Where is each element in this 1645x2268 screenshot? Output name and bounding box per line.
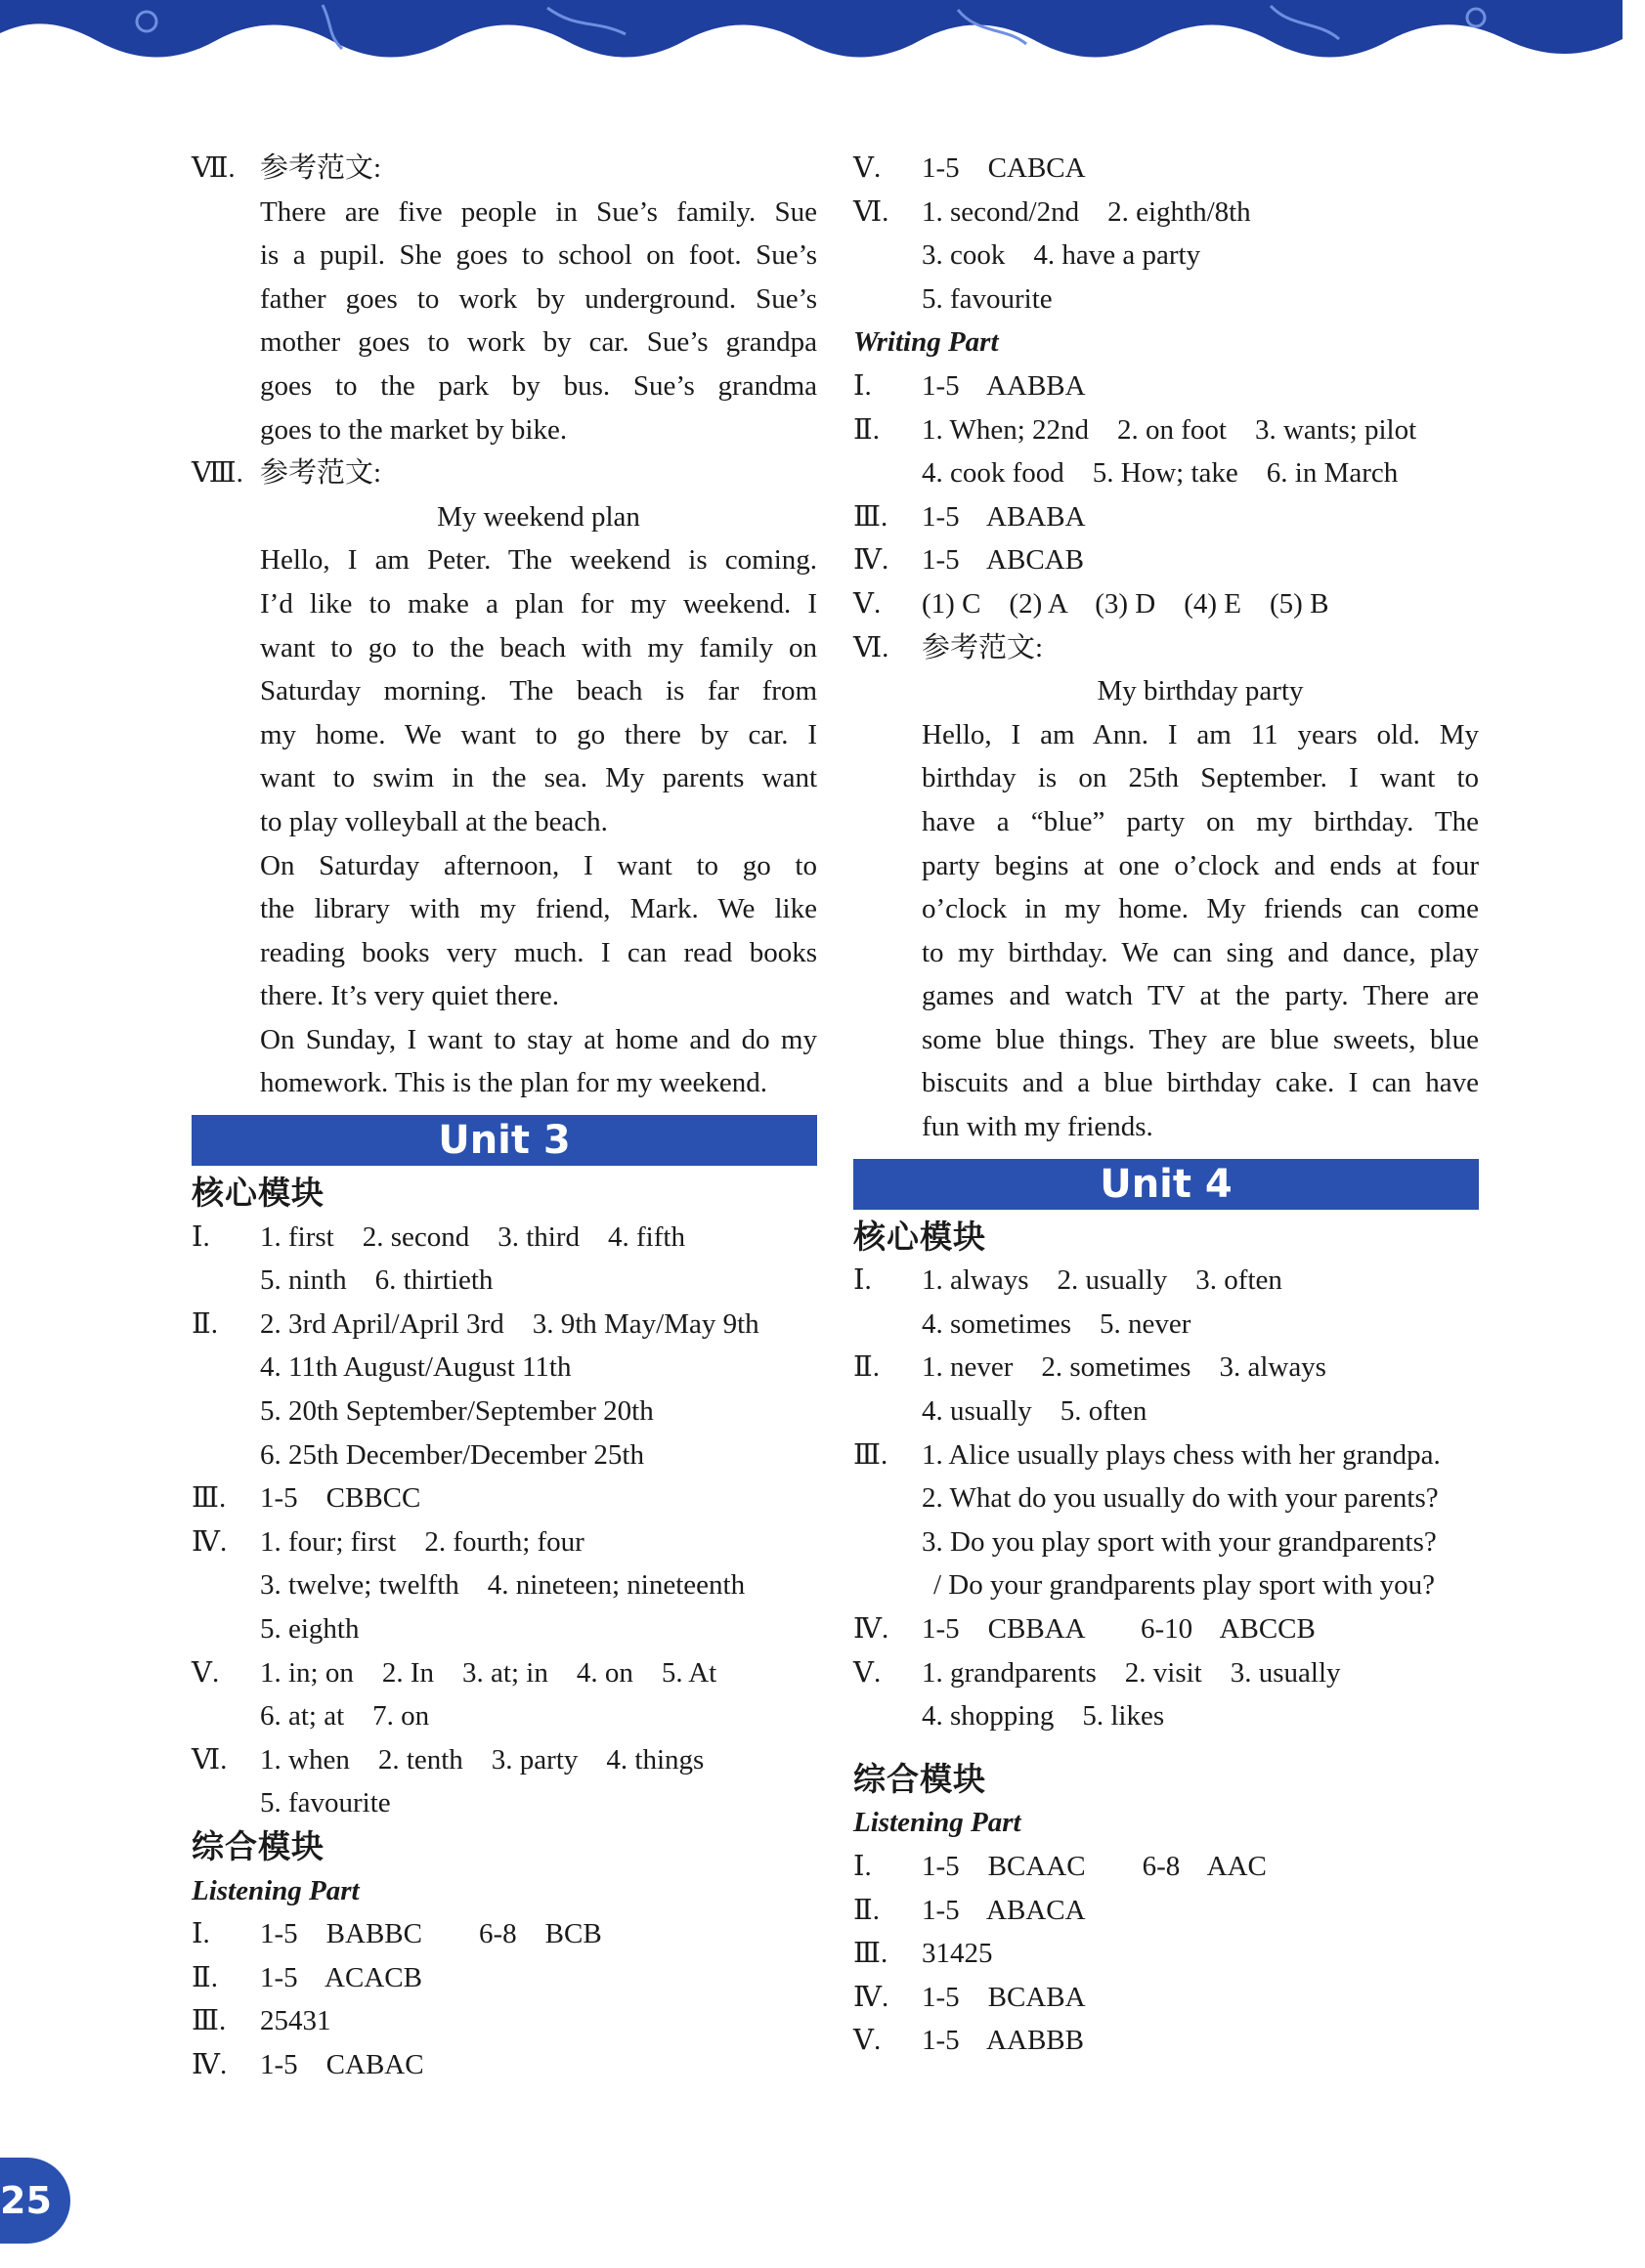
essay-line-text: Hello, I am Peter. The weekend is coming.	[260, 544, 817, 577]
answer-item	[192, 1216, 817, 1260]
answer-text: 1-5 CABCA	[922, 152, 1086, 184]
continuation-text: / Do your grandparents play sport with you?	[933, 1569, 1436, 1602]
continuation-line	[853, 451, 1479, 495]
answer-text: 1-5 AABBB	[922, 2025, 1084, 2057]
roman-numeral: Ⅲ.	[853, 500, 888, 533]
section-heading-text: 核心模块	[192, 1174, 325, 1213]
answer-text: 1-5 ABACA	[922, 1894, 1086, 1926]
roman-numeral: Ⅲ.	[192, 2005, 227, 2037]
continuation-line	[192, 1607, 817, 1651]
essay-line-text: father goes to work by underground. Sue’s	[260, 282, 817, 315]
part-heading-text: Listening Part	[853, 1807, 1021, 1839]
answer-text: 31425	[922, 1938, 993, 1970]
essay-line	[192, 364, 817, 408]
essay-line	[192, 582, 817, 626]
answer-text: 1. second/2nd 2. eighth/8th	[922, 195, 1251, 228]
answer-text: 1-5 ACACB	[260, 1961, 422, 1993]
essay-line	[853, 887, 1479, 931]
continuation-line	[853, 1694, 1479, 1738]
answer-text: 参考范文:	[922, 631, 1044, 663]
part-heading	[853, 1801, 1479, 1845]
answer-item	[192, 1912, 817, 1956]
answer-text: 1. always 2. usually 3. often	[922, 1264, 1282, 1297]
answer-item	[853, 191, 1479, 235]
roman-numeral: Ⅲ.	[853, 1938, 888, 1970]
roman-numeral: Ⅴ.	[192, 1656, 220, 1689]
part-heading	[192, 1869, 817, 1913]
unit-banner: Unit 4	[853, 1159, 1479, 1210]
essay-line-text: the library with my friend, Mark. We like	[260, 893, 817, 925]
essay-line	[192, 887, 817, 931]
answer-item	[853, 1932, 1479, 1976]
section-heading	[853, 1758, 1479, 1802]
left-column	[192, 147, 817, 2087]
essay-line	[853, 713, 1479, 757]
top-wave-banner	[0, 0, 1645, 78]
roman-numeral: Ⅲ.	[192, 1482, 227, 1515]
answer-item	[853, 1976, 1479, 2020]
roman-numeral: Ⅴ.	[853, 1656, 882, 1689]
answer-text: 参考范文:	[260, 457, 382, 490]
answer-item	[853, 626, 1479, 670]
essay-line-text: is a pupil. She goes to school on foot. Sue’s	[260, 239, 817, 272]
roman-numeral: Ⅰ.	[853, 369, 872, 402]
essay-line-text: games and watch TV at the party. There are	[922, 980, 1479, 1012]
answer-item	[192, 1476, 817, 1520]
answer-item	[853, 1607, 1479, 1651]
answer-item	[853, 1651, 1479, 1695]
continuation-text: fun with my friends.	[922, 1111, 1153, 1143]
continuation-text: 4. cook food 5. How; take 6. in March	[922, 457, 1399, 490]
continuation-line	[853, 1476, 1479, 1520]
roman-numeral: Ⅵ.	[853, 631, 889, 663]
continuation-text: 3. Do you play sport with your grandparents?	[922, 1525, 1437, 1558]
page-number: 25	[0, 2179, 52, 2222]
continuation-text: to play volleyball at the beach.	[260, 805, 608, 837]
roman-numeral: Ⅵ.	[853, 195, 889, 228]
roman-numeral: Ⅳ.	[853, 544, 889, 577]
part-heading	[853, 321, 1479, 364]
answer-item	[853, 147, 1479, 191]
answer-text: 1. Alice usually plays chess with her grandpa.	[922, 1438, 1441, 1471]
answer-item	[192, 1651, 817, 1695]
answer-item	[853, 1346, 1479, 1390]
answer-item	[853, 1889, 1479, 1933]
roman-numeral: Ⅰ.	[853, 1264, 872, 1297]
answer-item	[853, 1845, 1479, 1889]
continuation-text: 4. 11th August/August 11th	[260, 1351, 572, 1384]
essay-line	[192, 626, 817, 670]
answer-text: 1-5 CABAC	[260, 2048, 424, 2080]
essay-line	[853, 974, 1479, 1018]
essay-line	[853, 800, 1479, 844]
section-heading	[853, 1216, 1479, 1260]
answer-text: 2. 3rd April/April 3rd 3. 9th May/May 9th	[260, 1307, 759, 1340]
continuation-text: 5. ninth 6. thirtieth	[260, 1264, 494, 1297]
essay-line-text: some blue things. They are blue sweets, blue	[922, 1023, 1479, 1055]
essay-line	[853, 1061, 1479, 1105]
continuation-text: 6. at; at 7. on	[260, 1700, 430, 1733]
roman-numeral: Ⅰ.	[192, 1918, 210, 1950]
continuation-line	[192, 1346, 817, 1390]
continuation-line	[853, 1390, 1479, 1434]
continuation-line	[192, 1434, 817, 1477]
continuation-text: 6. 25th December/December 25th	[260, 1438, 644, 1471]
answer-item	[853, 1259, 1479, 1303]
roman-numeral: Ⅵ.	[192, 1743, 228, 1776]
continuation-line	[853, 1303, 1479, 1347]
answer-text: (1) C (2) A (3) D (4) E (5) B	[922, 587, 1329, 620]
essay-line-text: birthday is on 25th September. I want to	[922, 762, 1479, 794]
continuation-line	[853, 1520, 1479, 1564]
part-heading-text: Writing Part	[853, 326, 999, 359]
continuation-line	[853, 278, 1479, 321]
essay-line-text: reading books very much. I can read books	[260, 936, 817, 968]
continuation-text: goes to the market by bike.	[260, 413, 568, 446]
continuation-line	[853, 1105, 1479, 1149]
essay-line-text: Hello, I am Ann. I am 11 years old. My	[922, 718, 1479, 750]
continuation-text: 4. sometimes 5. never	[922, 1307, 1191, 1340]
answer-item	[853, 364, 1479, 408]
essay-line-text: On Sunday, I want to stay at home and do my	[260, 1023, 817, 1055]
section-heading-text: 核心模块	[853, 1217, 986, 1256]
section-heading-text: 综合模块	[853, 1759, 986, 1798]
answer-text: 1-5 BCABA	[922, 1981, 1086, 2013]
essay-line-text: have a “blue” party on my birthday. The	[922, 805, 1479, 837]
answer-item	[192, 2043, 817, 2087]
essay-line-text: There are five people in Sue’s family. Sue	[260, 195, 817, 228]
answer-text: 1. four; first 2. fourth; four	[260, 1525, 584, 1558]
continuation-text: 2. What do you usually do with your parents?	[922, 1482, 1439, 1515]
continuation-text: 5. eighth	[260, 1613, 360, 1645]
continuation-line	[192, 1694, 817, 1738]
continuation-line	[192, 974, 817, 1018]
essay-line	[192, 756, 817, 800]
answer-text: 1-5 BCAAC 6-8 AAC	[922, 1850, 1267, 1882]
continuation-text: 3. twelve; twelfth 4. nineteen; nineteenth	[260, 1569, 746, 1602]
roman-numeral: Ⅲ.	[853, 1438, 888, 1471]
roman-numeral: Ⅳ.	[192, 1525, 228, 1558]
answer-text: 1-5 ABABA	[922, 500, 1086, 533]
answer-text: 1-5 ABCAB	[922, 544, 1084, 577]
answer-item	[192, 147, 817, 191]
answer-item	[853, 1434, 1479, 1477]
answer-text: 1. when 2. tenth 3. party 4. things	[260, 1743, 705, 1776]
section-heading	[192, 1172, 817, 1216]
continuation-line	[192, 1563, 817, 1607]
continuation-text: there. It’s very quiet there.	[260, 980, 559, 1012]
essay-line-text: I’d like to make a plan for my weekend. I	[260, 587, 817, 620]
answer-item	[192, 451, 817, 495]
answer-text: 1-5 BABBC 6-8 BCB	[260, 1918, 602, 1950]
essay-line-text: want to go to the beach with my family on	[260, 631, 817, 663]
essay-title	[192, 495, 817, 539]
continuation-text: 5. 20th September/September 20th	[260, 1395, 654, 1428]
roman-numeral: Ⅳ.	[853, 1981, 889, 2013]
answer-item	[192, 1738, 817, 1782]
answer-item	[853, 582, 1479, 626]
unit-banner: Unit 3	[192, 1115, 817, 1166]
essay-line	[192, 278, 817, 321]
continuation-line	[853, 1563, 1479, 1607]
answer-text: 1. grandparents 2. visit 3. usually	[922, 1656, 1341, 1689]
answer-text: 1. never 2. sometimes 3. always	[922, 1351, 1326, 1384]
essay-line-text: biscuits and a blue birthday cake. I can have	[922, 1067, 1479, 1099]
essay-line	[853, 844, 1479, 888]
continuation-line	[192, 1259, 817, 1303]
essay-line-text: to my birthday. We can sing and dance, play	[922, 936, 1479, 968]
answer-text: 1-5 AABBA	[922, 369, 1086, 402]
essay-line	[853, 1018, 1479, 1062]
essay-line	[192, 191, 817, 235]
roman-numeral: Ⅷ.	[192, 457, 243, 490]
roman-numeral: Ⅰ.	[853, 1850, 872, 1882]
essay-line-text: mother goes to work by car. Sue’s grandpa	[260, 326, 817, 359]
answer-item	[853, 538, 1479, 582]
roman-numeral: Ⅰ.	[192, 1220, 210, 1253]
roman-numeral: Ⅳ.	[192, 2048, 228, 2080]
roman-numeral: Ⅳ.	[853, 1613, 889, 1645]
roman-numeral: Ⅴ.	[853, 2025, 882, 2057]
answer-item	[192, 1520, 817, 1564]
roman-numeral: Ⅴ.	[853, 152, 882, 184]
essay-line-text: o’clock in my home. My friends can come	[922, 893, 1479, 925]
roman-numeral: Ⅶ.	[192, 152, 236, 184]
section-heading-text: 综合模块	[192, 1826, 325, 1865]
roman-numeral: Ⅱ.	[192, 1961, 218, 1993]
answer-text: 1. When; 22nd 2. on foot 3. wants; pilot	[922, 413, 1417, 446]
answer-text: 1-5 CBBCC	[260, 1482, 421, 1515]
essay-title-text: My birthday party	[1097, 675, 1304, 707]
essay-line	[192, 713, 817, 757]
part-heading-text: Listening Part	[192, 1874, 360, 1906]
section-heading	[192, 1825, 817, 1869]
continuation-line	[192, 1390, 817, 1434]
spacer	[853, 1738, 1479, 1758]
essay-line-text: want to swim in the sea. My parents want	[260, 762, 817, 794]
roman-numeral: Ⅱ.	[853, 413, 880, 446]
continuation-line	[192, 1781, 817, 1825]
essay-line	[853, 931, 1479, 975]
essay-line-text: Saturday morning. The beach is far from	[260, 675, 817, 707]
answer-text: 25431	[260, 2005, 331, 2037]
answer-item	[853, 408, 1479, 452]
roman-numeral: Ⅴ.	[853, 587, 882, 620]
continuation-text: 3. cook 4. have a party	[922, 239, 1201, 272]
essay-line	[192, 321, 817, 364]
continuation-line	[192, 800, 817, 844]
continuation-line	[192, 1061, 817, 1105]
continuation-line	[192, 408, 817, 452]
answer-text: 参考范文:	[260, 152, 382, 184]
answer-item	[853, 495, 1479, 539]
continuation-text: 5. favourite	[260, 1787, 391, 1819]
answer-item	[853, 2019, 1479, 2063]
essay-line	[192, 931, 817, 975]
answer-item	[192, 1999, 817, 2043]
essay-line-text: party begins at one o’clock and ends at four	[922, 849, 1479, 881]
essay-line	[192, 538, 817, 582]
essay-line	[192, 669, 817, 713]
essay-line-text: On Saturday afternoon, I want to go to	[260, 849, 817, 881]
essay-line-text: my home. We want to go there by car. I	[260, 718, 817, 750]
essay-title-text: My weekend plan	[437, 500, 640, 533]
roman-numeral: Ⅱ.	[192, 1307, 218, 1340]
essay-line	[853, 756, 1479, 800]
essay-line	[192, 844, 817, 888]
continuation-text: 4. shopping 5. likes	[922, 1700, 1165, 1733]
essay-line	[192, 1018, 817, 1062]
answer-item	[192, 1303, 817, 1347]
essay-line-text: goes to the park by bus. Sue’s grandma	[260, 369, 817, 402]
continuation-text: 5. favourite	[922, 282, 1053, 315]
answer-item	[192, 1956, 817, 2000]
answer-text: 1. in; on 2. In 3. at; in 4. on 5. At	[260, 1656, 717, 1689]
answer-text: 1. first 2. second 3. third 4. fifth	[260, 1220, 685, 1253]
continuation-line	[853, 234, 1479, 278]
essay-line	[192, 234, 817, 278]
answer-text: 1-5 CBBAA 6-10 ABCCB	[922, 1613, 1316, 1645]
continuation-text: 4. usually 5. often	[922, 1395, 1147, 1428]
continuation-text: homework. This is the plan for my weekend.	[260, 1067, 767, 1099]
right-column	[853, 147, 1479, 2063]
roman-numeral: Ⅱ.	[853, 1894, 880, 1926]
essay-title	[853, 669, 1479, 713]
roman-numeral: Ⅱ.	[853, 1351, 880, 1384]
